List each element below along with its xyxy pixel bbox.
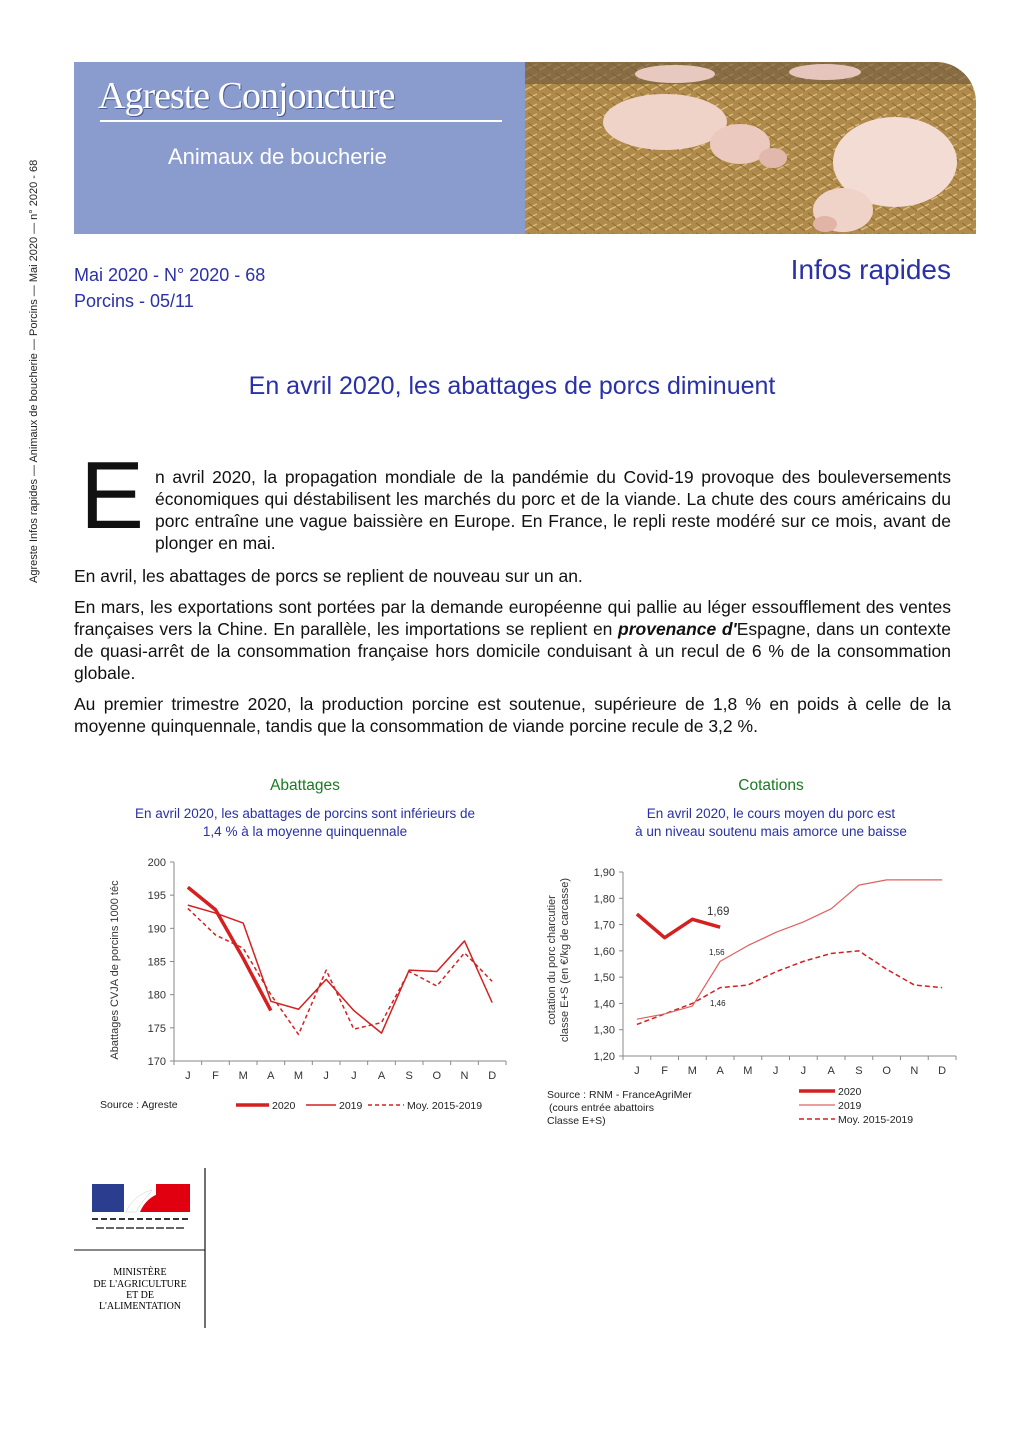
annotation-2020-april: 1,69 <box>707 906 730 918</box>
issue-number: Mai 2020 - N° 2020 - 68 <box>74 265 266 285</box>
c2-ytick-label: 1,20 <box>593 1051 615 1063</box>
c2-ytick-label: 1,90 <box>593 867 615 879</box>
c2-ytick-label: 1,50 <box>593 972 615 985</box>
paragraph-production: Au premier trimestre 2020, la production porcine est soutenue, supérieure de 1,8 % en poids à celle de la moyenne quinquennale, tandis que la consommation de viande porcine recule de 3,2 %. <box>74 694 951 736</box>
headline: En avril 2020, les abattages de porcs diminuent <box>248 372 776 400</box>
paragraph-echanges <box>74 596 951 684</box>
legend1-label-2019: 2019 <box>339 1100 363 1112</box>
chart1-section-title: Abattages <box>270 777 340 794</box>
c2-xtick-label: S <box>855 1065 863 1077</box>
chart1-title-line2: 1,4 % à la moyenne quinquennale <box>202 824 408 839</box>
c2-xtick-label: M <box>687 1065 697 1077</box>
ministry-line3: ET DE <box>126 1290 154 1301</box>
c2-xtick-label: J <box>800 1065 807 1077</box>
c2-series-line-1 <box>637 880 942 1019</box>
c1-xtick-label: A <box>267 1070 275 1082</box>
legend1-label-moy: Moy. 2015-2019 <box>407 1100 483 1112</box>
c1-ytick-label: 195 <box>147 890 166 903</box>
c1-series-line-1 <box>188 905 492 1033</box>
c1-xtick-label: S <box>405 1070 413 1082</box>
paragraph-echanges-a: En mars, les exportations sont portées par la demande européenne qui pallie au léger essoufflement des ventes françaises vers la Chine. En parallèle, les importations se replient en <box>74 597 951 639</box>
paragraph-abattages: En avril, les abattages de porcs se replient de nouveau sur un an. <box>74 566 583 586</box>
c2-xtick-label: A <box>827 1065 835 1077</box>
side-running-text: Agreste Infos rapides — Animaux de boucherie — Porcins — Mai 2020 — n° 2020 - 68 <box>28 159 40 583</box>
chart1-title-line1: En avril 2020, les abattages de porcins sont inférieurs de <box>135 806 475 821</box>
c1-xtick-label: M <box>238 1070 248 1082</box>
c2-xtick-label: O <box>882 1065 891 1077</box>
chart-abattages <box>74 770 534 1120</box>
ministry-line2: DE L'AGRICULTURE <box>93 1279 187 1290</box>
c2-xtick-label: F <box>661 1065 668 1077</box>
paragraph-echanges-b: Espagne, dans un contexte de quasi-arrêt de la consommation française hors domicile conduisant à un recul de 6 % de la consommation globale. <box>74 619 951 683</box>
c1-xtick-label: J <box>185 1070 191 1082</box>
annotation-moy-april: 1,46 <box>710 999 726 1008</box>
c2-xtick-label: J <box>772 1065 779 1077</box>
paragraph-intro: n avril 2020, la propagation mondiale de la pandémie du Covid-19 provoque des bouleversements économiques qui déstabilisent les marchés du porc et de la viande. La chute des cours américains du porc entraîne une vague baissière en Europe. En France, le repli reste modéré sur ce mois, avant de plonger en mai. <box>155 467 951 553</box>
c1-ytick-label: 190 <box>147 923 166 936</box>
c1-ytick-label: 170 <box>147 1056 166 1068</box>
series-label: Infos rapides <box>790 254 951 285</box>
c2-xtick-label: N <box>910 1065 919 1077</box>
chart2-title-line1: En avril 2020, le cours moyen du porc est <box>646 806 896 821</box>
c1-xtick-label: J <box>351 1070 357 1082</box>
chart2-ylabel-line2: classe E+S (en €/kg de carcasse) <box>559 877 571 1043</box>
annotation-2019-april: 1,56 <box>709 948 725 957</box>
c2-xtick-label: M <box>743 1065 753 1077</box>
c1-ytick-label: 175 <box>147 1022 166 1035</box>
issue-topic: Porcins - 05/11 <box>74 291 194 311</box>
emphasis-provenance: provenance d' <box>618 619 737 639</box>
legend2-label-moy: Moy. 2015-2019 <box>838 1114 914 1126</box>
c2-xtick-label: D <box>938 1065 947 1077</box>
drop-cap: E <box>80 442 145 549</box>
c1-xtick-label: O <box>432 1070 442 1082</box>
chart2-source-line1: Source : RNM - FranceAgriMer <box>547 1089 692 1101</box>
ministry-logo <box>74 1168 206 1328</box>
banner-title-panel <box>74 62 525 234</box>
legend1-label-2020: 2020 <box>272 1100 296 1112</box>
chart2-source-line2: (cours entrée abattoirs <box>549 1102 655 1114</box>
legend2-label-2020: 2020 <box>838 1086 862 1098</box>
c1-xtick-label: J <box>323 1070 329 1082</box>
brand-underline <box>100 120 502 122</box>
c2-ytick-label: 1,30 <box>593 1024 615 1037</box>
ministry-line4: L'ALIMENTATION <box>98 1301 182 1312</box>
c1-xtick-label: A <box>377 1070 386 1082</box>
c2-ytick-label: 1,40 <box>593 998 615 1011</box>
ministry-line1: MINISTÈRE <box>113 1267 167 1278</box>
c1-ytick-label: 185 <box>147 956 166 969</box>
c1-xtick-label: N <box>460 1070 469 1082</box>
c2-ytick-label: 1,70 <box>593 919 615 932</box>
brand-title: Agreste Conjoncture <box>98 75 395 117</box>
c1-xtick-label: M <box>293 1070 304 1082</box>
c2-xtick-label: A <box>716 1065 724 1077</box>
c2-series-line-2 <box>637 951 942 1025</box>
chart2-section-title: Cotations <box>738 777 804 794</box>
c1-series-line-0 <box>188 887 271 1010</box>
chart1-legend <box>236 1100 482 1112</box>
c2-ytick-label: 1,60 <box>593 945 615 958</box>
chart2-title-line2: à un niveau soutenu mais amorce une baisse <box>635 824 907 839</box>
chart2-source-line3: Classe E+S) <box>547 1115 606 1127</box>
c1-xtick-label: F <box>212 1070 219 1082</box>
publication-subtitle: Animaux de boucherie <box>168 144 387 169</box>
header-banner <box>74 62 976 234</box>
c2-xtick-label: J <box>634 1065 640 1077</box>
marianne-flag-emblem <box>92 1184 190 1228</box>
issue-info <box>74 262 265 314</box>
c1-ytick-label: 180 <box>147 989 166 1002</box>
c1-ytick-label: 200 <box>147 857 166 869</box>
chart-cotations <box>535 770 975 1140</box>
chart2-legend <box>799 1086 913 1126</box>
chart1-source: Source : Agreste <box>100 1099 178 1111</box>
c2-ytick-label: 1,80 <box>593 893 615 906</box>
chart2-ylabel-line1: cotation du porc charcutier <box>546 895 558 1025</box>
chart1-ylabel: Abattages CVJA de porcins 1000 téc <box>109 880 121 1060</box>
c1-series-line-2 <box>188 908 492 1034</box>
c1-xtick-label: D <box>488 1070 497 1082</box>
legend2-label-2019: 2019 <box>838 1100 862 1112</box>
pigs-photo <box>525 62 976 234</box>
